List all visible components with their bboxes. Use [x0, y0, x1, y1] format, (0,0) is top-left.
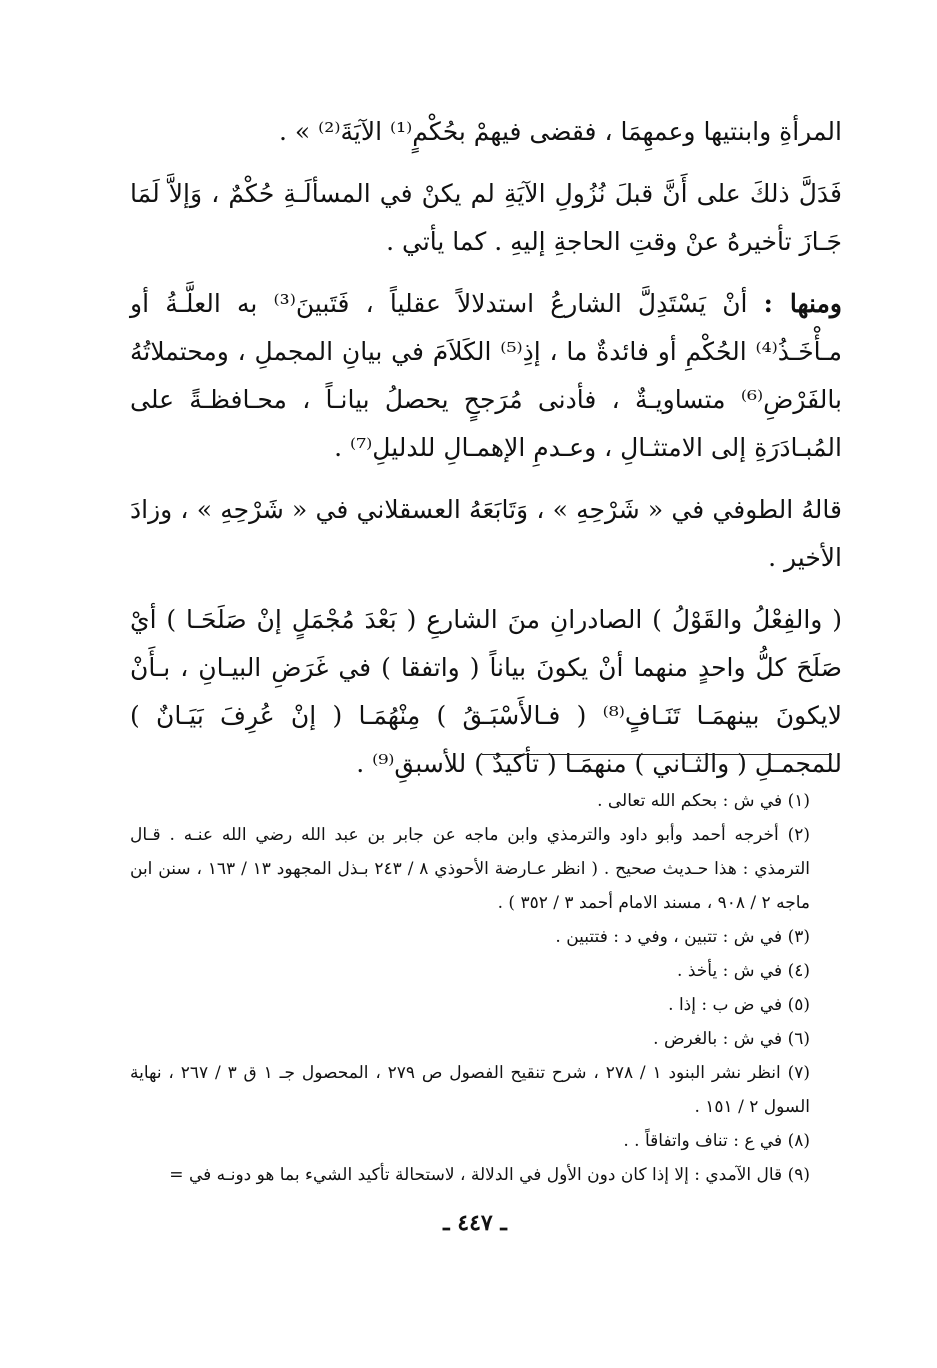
paragraph-3-lead: ومنها :	[763, 289, 842, 318]
paragraph-3	[130, 280, 842, 472]
footnote-3: (٣) في ش : تتبين ، وفي د : فتتبين .	[555, 927, 810, 947]
footnote-9: (٩) قال الآمدي : إلا إذا كان دون الأول في الدلالة ، لاستحالة تأكيد الشيء بما هو دونـه في =	[169, 1165, 810, 1185]
footnote-8: (٨) في ع : تناف واتفاقاً . .	[623, 1131, 810, 1151]
page-number: ـ ٤٤٧ ـ	[443, 1210, 507, 1236]
footnotes	[130, 784, 842, 1192]
paragraph-2: فَدَلَّ ذلكَ على أَنَّ قبلَ نُزُولِ الآيَةِ لم يكنْ في المسألَـةِ حُكْمٌ ، وَإلاَّ لَمَا جَـازَ تأخيرهُ عنْ وقتِ الحاجةِ إليهِ . كما يأتي .	[130, 179, 842, 256]
paragraph-4: قالهُ الطوفي في « شَرْحِهِ » ، وَتَابَعَهُ العسقلاني في « شَرْحِهِ » ، وزادَ الأخير .	[130, 495, 842, 572]
footnote-2: (٢) أخرجه أحمد وأبو داود والترمذي وابن ماجه عن جابر بن عبد الله رضي الله عنـه . قـال الترمذي : هذا حـديث صحيح . ( انظر عـارضة الأحوذي ٨ / ٢٤٣ بـذل المجهود ١٣ / ١٦٣ ، سنن ابن ماجه ٢ / ٩٠٨ ، مسند الامام أحمد ٣ / ٣٥٢ ) .	[130, 825, 810, 913]
footnote-6: (٦) في ش : بالغرض .	[653, 1029, 810, 1049]
paragraph-1: المرأةِ وابنتيها وعمهِمَا ، فقضى فيهمْ بحُكْمٍ⁽¹⁾ الآيَةَ⁽²⁾ » .	[279, 117, 842, 146]
paragraph-5: ( والفِعْلُ والقَوْلُ ) الصادرانِ منَ الشارعِ ( بَعْدَ مُجْمَلٍ إنْ صَلَحَـا ) أيْ صَلَحَ كلُّ واحدٍ منهما أنْ يكونَ بياناً ( واتفقا ) في غَرَضِ البيـانِ ، بـأَنْ لايكونَ بينهمَـا تَنَـافٍ⁽⁸⁾ ( فـالأَسْبَـقُ ) مِنْهُمَـا ( إنْ عُرِفَ بَيَـانٌ ) للمجمـلِ ( والثـاني ) منهمَـا ( تأكيدٌ ) للأسبقِ⁽⁹⁾ .	[130, 605, 843, 778]
footnote-5: (٥) في ض ب : إذا .	[668, 995, 810, 1015]
paragraph-3-body: أنْ يَسْتَدِلَّ الشارعُ استدلالاً عقلياً ، فَتَبينَ⁽³⁾ به العلَّـةُ أو مـأْخَـذُ⁽⁴⁾ الحُكْمِ أو فائدةٌ ما ، إذِ⁽⁵⁾ الكَلاَمَ في بيانِ المجملِ ، ومحتملاتُهُ بالفَرْضِ⁽⁶⁾ متساويـةٌ ، فأدنى مُرَجحٍ يحصلُ بيانـاً ، محـافظـةً على المُبـادَرَةِ إلى الامتثـالِ ، وعـدمِ الإهمـالِ للدليلِ⁽⁷⁾ .	[130, 289, 842, 462]
footnote-divider	[482, 754, 832, 755]
footnote-1: (١) في ش : بحكم الله تعالى .	[597, 791, 810, 811]
main-text	[130, 108, 842, 788]
footnote-7: (٧) انظر نشر البنود ١ / ٢٧٨ ، شرح تنقيح الفصول ص ٢٧٩ ، المحصول جـ ١ ق ٣ / ٢٦٧ ، نهاية السول ٢ / ١٥١ .	[130, 1063, 810, 1117]
footnote-4: (٤) في ش : يأخذ .	[677, 961, 810, 981]
